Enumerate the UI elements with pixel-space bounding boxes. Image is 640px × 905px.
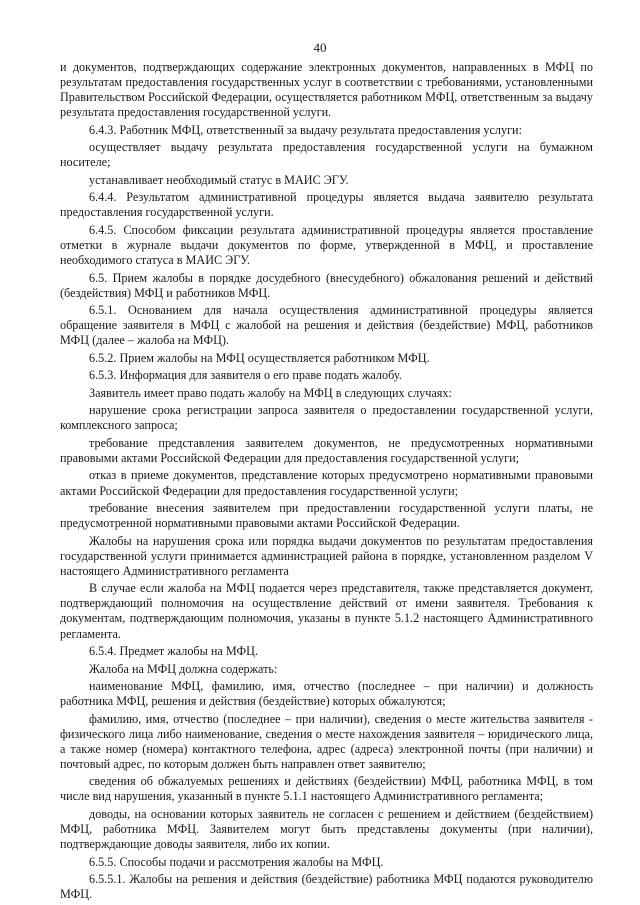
- paragraph: 6.4.3. Работник МФЦ, ответственный за выдачу результата предоставления услуги:: [89, 122, 522, 137]
- paragraph: 6.5.1. Основанием для начала осуществления административной процедуры является обращение заявителя в МФЦ с жалобой на решения и действия (бездействие) МФЦ, работников МФЦ (далее – жалоба на МФЦ).: [60, 303, 593, 348]
- paragraph: 6.4.5. Способом фиксации результата административной процедуры является проставление отметки в журнале выдачи документов по форме, утвержденной в МФЦ, и проставление необходимого статуса в МАИС ЭГУ.: [60, 222, 593, 268]
- paragraph: Жалобы на нарушения срока или порядка выдачи документов по результатам предоставления государственной услуги принимается администрацией района в порядке, установленном разделом V настоящего Административного регламента: [60, 533, 593, 578]
- paragraph: отказ в приеме документов, представление которых предусмотрено нормативными правовыми актами Российской Федерации для предоставления государственной услуги;: [60, 468, 593, 498]
- paragraph: наименование МФЦ, фамилию, имя, отчество (последнее – при наличии) и должность работника МФЦ, решения и действия (бездействие) которых обжалуются;: [60, 678, 593, 709]
- paragraph: требование внесения заявителем при предоставлении государственной услуги платы, не предусмотренной нормативными правовыми актами Российской Федерации.: [60, 501, 593, 531]
- paragraph: 6.5.5. Способы подачи и рассмотрения жалобы на МФЦ.: [89, 854, 384, 869]
- paragraph: Заявитель имеет право подать жалобу на МФЦ в следующих случаях:: [89, 385, 452, 400]
- paragraph: фамилию, имя, отчество (последнее – при наличии), сведения о месте жительства заявителя - физического лица либо наименование, сведения о месте нахождения заявителя – юридического лица, а также номер (номера) контактного телефона, адрес (адреса) электронной почты (при наличии) и почтовый адрес, по которым должен быть направлен ответ заявителю;: [60, 711, 593, 771]
- paragraph: 6.5.5.1. Жалобы на решения и действия (бездействие) работника МФЦ подаются руководителю МФЦ.: [60, 872, 593, 902]
- paragraph: и документов, подтверждающих содержание электронных документов, направленных в МФЦ по результатам предоставления государственных услуг в соответствии с требованиями, установленными Правительством Российской Федерации, осуществляется работником МФЦ, ответственным за выдачу результата предоставления государственной услуги.: [60, 60, 593, 120]
- paragraph: доводы, на основании которых заявитель не согласен с решением и действием (бездействием) МФЦ, работника МФЦ. Заявителем могут быть представлены документы (при наличии), подтверждающие доводы заявителя, либо их копии.: [60, 806, 593, 852]
- paragraph: В случае если жалоба на МФЦ подается через представителя, также представляется документ, подтверждающий полномочия на осуществление действий от имени заявителя. Требования к документам, подтверждающим полномочия, указаны в пункте 5.1.2 настоящего Административного регламента.: [60, 581, 593, 641]
- paragraph: нарушение срока регистрации запроса заявителя о предоставлении государственной услуги, комплексного запроса;: [60, 403, 593, 433]
- paragraph: требование представления заявителем документов, не предусмотренных нормативными правовыми актами Российской Федерации для предоставления государственной услуги;: [60, 435, 593, 465]
- paragraph: 6.5.3. Информация для заявителя о его праве подать жалобу.: [89, 368, 402, 383]
- paragraph: Жалоба на МФЦ должна содержать:: [89, 661, 278, 676]
- paragraph: 6.5.4. Предмет жалобы на МФЦ.: [89, 644, 258, 659]
- paragraph: устанавливает необходимый статус в МАИС ЭГУ.: [89, 172, 349, 187]
- paragraph: 6.5.2. Прием жалобы на МФЦ осуществляется работником МФЦ.: [89, 350, 430, 365]
- page-number: 40: [313, 40, 327, 55]
- document-body: [60, 60, 593, 905]
- paragraph: сведения об обжалуемых решениях и действиях (бездействии) МФЦ, работника МФЦ, в том числе вид нарушения, указанный в пункте 5.1.1 настоящего Административного регламента;: [60, 774, 593, 804]
- paragraph: 6.5. Прием жалобы в порядке досудебного (внесудебного) обжалования решений и действий (бездействия) МФЦ и работников МФЦ.: [60, 270, 593, 300]
- paragraph: 6.4.4. Результатом административной процедуры является выдача заявителю результата предоставления государственной услуги.: [60, 190, 593, 220]
- paragraph: осуществляет выдачу результата предоставления государственной услуги на бумажном носителе;: [60, 140, 593, 170]
